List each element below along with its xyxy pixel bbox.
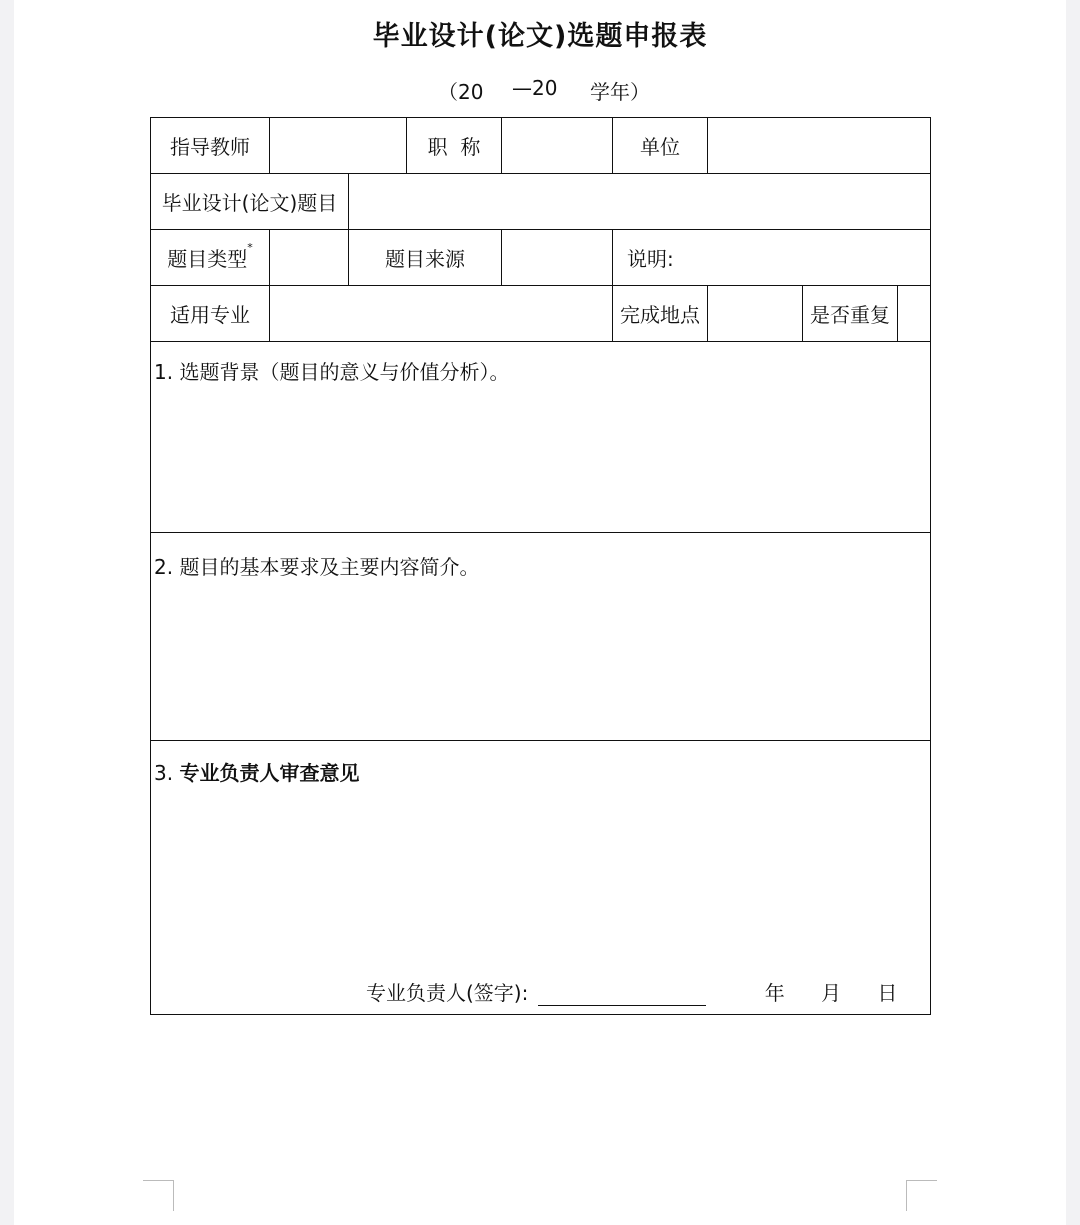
explanation-label: 说明: bbox=[627, 247, 674, 271]
page-corner-mark-right bbox=[906, 1180, 937, 1211]
location-field[interactable] bbox=[708, 286, 803, 342]
section-background-heading: 1. 选题背景（题目的意义与价值分析）。 bbox=[154, 360, 510, 384]
title-rank-field[interactable] bbox=[502, 118, 613, 174]
section-background[interactable] bbox=[151, 342, 931, 533]
thesis-topic-field[interactable] bbox=[349, 174, 931, 230]
proposal-form-table bbox=[150, 117, 931, 1015]
major-label: 适用专业 bbox=[151, 286, 270, 342]
explanation-field[interactable] bbox=[613, 230, 931, 286]
signature-row bbox=[366, 977, 897, 1006]
location-label: 完成地点 bbox=[613, 286, 708, 342]
major-field[interactable] bbox=[270, 286, 613, 342]
signature-line[interactable] bbox=[538, 983, 706, 1006]
year-dash: —20 bbox=[512, 76, 558, 100]
document-title: 毕业设计(论文)选题申报表 bbox=[372, 21, 708, 52]
duplicate-field[interactable] bbox=[898, 286, 931, 342]
page-corner-mark-left bbox=[143, 1180, 174, 1211]
topic-source-label: 题目来源 bbox=[349, 230, 502, 286]
section-review-heading: 3. 专业负责人审查意见 bbox=[154, 761, 360, 785]
title-rank-label: 职 称 bbox=[407, 118, 502, 174]
section-review-opinion[interactable] bbox=[151, 741, 931, 1015]
year-suffix: 学年） bbox=[590, 80, 650, 104]
topic-source-field[interactable] bbox=[502, 230, 613, 286]
section-requirements-heading: 2. 题目的基本要求及主要内容简介。 bbox=[154, 555, 480, 579]
thesis-topic-label: 毕业设计(论文)题目 bbox=[151, 174, 349, 230]
advisor-field[interactable] bbox=[270, 118, 407, 174]
required-asterisk: * bbox=[247, 241, 253, 254]
date-month: 月 bbox=[821, 981, 842, 1005]
advisor-label: 指导教师 bbox=[151, 118, 270, 174]
unit-label: 单位 bbox=[613, 118, 708, 174]
year-open: （20 bbox=[438, 80, 484, 104]
topic-type-label: 题目类型* bbox=[151, 230, 270, 286]
date-year: 年 bbox=[764, 981, 785, 1005]
unit-field[interactable] bbox=[708, 118, 931, 174]
topic-type-field[interactable] bbox=[270, 230, 349, 286]
signature-label: 专业负责人(签字): bbox=[366, 981, 529, 1005]
section-requirements[interactable] bbox=[151, 533, 931, 741]
duplicate-label: 是否重复 bbox=[803, 286, 898, 342]
date-day: 日 bbox=[877, 981, 898, 1005]
